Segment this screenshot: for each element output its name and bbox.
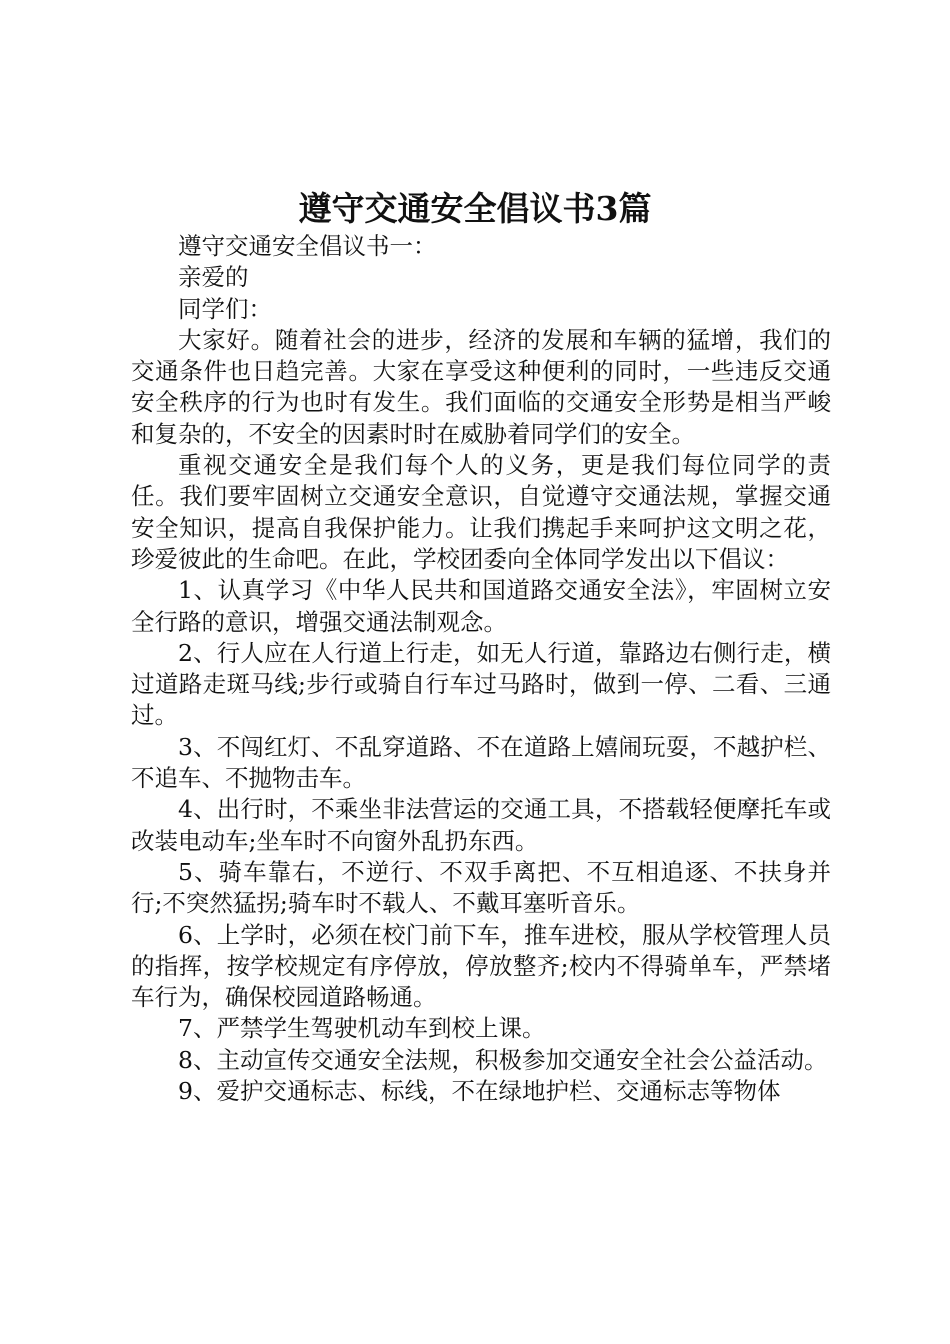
document-title: 遵守交通安全倡议书3篇 [298, 189, 652, 228]
document-body [131, 231, 831, 1107]
list-item: 7、严禁学生驾驶机动车到校上课。 [178, 1014, 546, 1043]
paragraph-salutation: 亲爱的 [178, 263, 249, 292]
list-item: 3、不闯红灯、不乱穿道路、不在道路上嬉闹玩耍，不越护栏、不追车、不抛物击车。 [131, 732, 831, 793]
list-item: 9、爱护交通标志、标线，不在绿地护栏、交通标志等物体 [178, 1077, 781, 1106]
paragraph: 重视交通安全是我们每个人的义务，更是我们每位同学的责任。我们要牢固树立交通安全意识，自觉遵守交通法规，掌握交通安全知识，提高自我保护能力。让我们携起手来呵护这文明之花，珍爱彼此的生命吧。在此，学校团委向全体同学发出以下倡议： [131, 451, 831, 573]
paragraph-salutation: 同学们： [178, 294, 272, 323]
list-item: 2、行人应在人行道上行走，如无人行道，靠路边右侧行走，横过道路走斑马线;步行或骑自行车过马路时，做到一停、二看、三通过。 [131, 638, 831, 730]
paragraph: 大家好。随着社会的进步，经济的发展和车辆的猛增，我们的交通条件也日趋完善。大家在享受这种便利的同时，一些违反交通安全秩序的行为也时有发生。我们面临的交通安全形势是相当严峻和复杂的，不安全的因素时时在威胁着同学们的安全。 [131, 325, 831, 448]
list-item: 4、出行时，不乘坐非法营运的交通工具，不搭载轻便摩托车或改装电动车;坐车时不向窗外乱扔东西。 [131, 795, 831, 855]
list-item: 1、认真学习《中华人民共和国道路交通安全法》，牢固树立安全行路的意识，增强交通法制观念。 [131, 576, 831, 636]
paragraph-heading: 遵守交通安全倡议书一： [178, 232, 437, 260]
list-item: 5、骑车靠右，不逆行、不双手离把、不互相追逐、不扶身并行;不突然猛拐;骑车时不载人、不戴耳塞听音乐。 [131, 857, 831, 918]
list-item: 6、上学时，必须在校门前下车，推车进校，服从学校管理人员的指挥，按学校规定有序停放，停放整齐;校内不得骑单车，严禁堵车行为，确保校园道路畅通。 [131, 920, 831, 1012]
list-item: 8、主动宣传交通安全法规，积极参加交通安全社会公益活动。 [178, 1045, 828, 1074]
